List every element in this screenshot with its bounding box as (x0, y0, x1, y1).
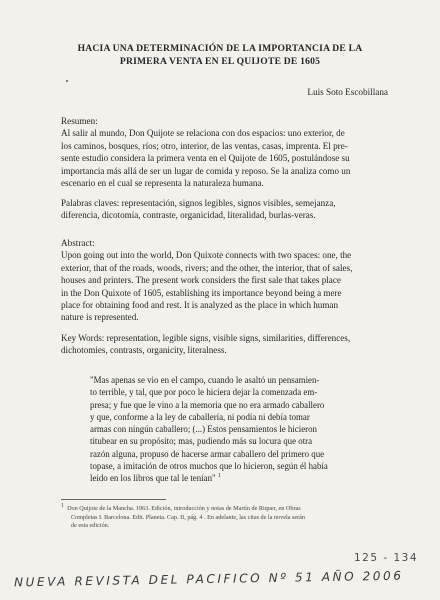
footnote-separator (61, 499, 166, 500)
resumen-line: sente estudio considera la primera venta en el Quijote de 1605, postulándose su (61, 153, 350, 164)
footnote-line: Completas I. Barcelona. Edit. Planeta. Cap. II, pág. 4 . En adelante, las citas de la novela serán (71, 513, 306, 521)
quote-line: titubear en su propósito; mas, pudiendo más su locura que otra (90, 436, 313, 447)
keywords-line: Key Words: representation, legible signs, visible signs, similarities, differences, (61, 333, 351, 343)
resumen-line: Al salir al mundo, Don Quijote se relaciona con dos espacios: uno exterior, de (61, 128, 345, 139)
resumen-line: los caminos, bosques, ríos; otro, interior, de las ventas, casas, imprenta. El pre- (61, 140, 348, 151)
author-name: Luis Soto Escobillana (307, 87, 388, 97)
block-quote (90, 374, 390, 485)
abstract-line: Upon going out into the world, Don Quixote connects with two spaces: one, the (61, 250, 352, 261)
palabras-claves-line: diferencia, dicotomía, contraste, organicidad, literalidad, burlas-veras. (61, 210, 316, 221)
footnote-text: Don Quijote de la Mancha. 1963. Edición, introducción y notas de Martín de Riquer, en Obras (67, 505, 301, 512)
quote-line: razón alguna, propuso de hacerse armar caballero del primero que (90, 448, 325, 459)
footnote-mark: 1 (61, 502, 64, 509)
resumen-line: escenario en el cual se representa la naturaleza humana. (61, 178, 264, 189)
quote-line (90, 472, 390, 484)
palabras-claves-section (61, 197, 391, 222)
resumen-heading: Resumen: (61, 116, 98, 126)
abstract-line: houses and printers. The present work considers the first sale that takes place (61, 275, 341, 286)
abstract-line: place for obtaining food and rest. It is analyzed as the place in which human (61, 300, 339, 311)
quote-line: "Mas apenas se vio en el campo, cuando le asaltó un pensamien- (90, 375, 320, 385)
resumen-line: importancia más allá de ser un lugar de comida y reposo. Se la analiza como un (61, 165, 351, 176)
footnote (61, 502, 391, 531)
abstract-section (61, 237, 391, 324)
title-line-1: HACIA UNA DETERMINACIÓN DE LA IMPORTANCIA DE LA (77, 43, 363, 54)
quote-line: presa; y fue que le vino a la memoria que no era armado caballero (90, 399, 325, 410)
abstract-line: exterior, that of the roads, woods, rivers; and the other, the interior, that of sales, (61, 262, 353, 273)
keywords-section (61, 332, 391, 357)
footnote-line: de esta edición. (71, 522, 110, 530)
handwritten-source-note: NUEVA REVISTA DEL PACIFICO Nº 51 AÑO 2006 (13, 568, 404, 590)
footnote-line (61, 502, 391, 514)
abstract-heading: Abstract: (61, 238, 95, 248)
resumen-section (61, 115, 391, 189)
footnote-reference[interactable]: 1 (217, 473, 221, 480)
quote-line: topase, a imitación de otros muchos que lo hicieron, según él había (90, 461, 328, 472)
article-title (40, 42, 400, 68)
scan-speck (66, 80, 68, 82)
keywords-line: dichotomies, contrasts, organicity, literalness. (61, 345, 227, 356)
abstract-line: in the Don Quixote of 1605, establishing its importance beyond being a mere (61, 287, 342, 298)
page-range: 125 - 134 (353, 552, 418, 564)
quote-line: y que, conforme a la ley de caballería, ni podía ni debía tomar (90, 411, 310, 422)
title-line-2: PRIMERA VENTA EN EL QUIJOTE DE 1605 (119, 56, 321, 67)
abstract-line: nature is represented. (61, 312, 139, 323)
quote-line: to terrible, y tal, que por poco le hiciera dejar la comenzada em- (90, 387, 318, 398)
palabras-claves-line: Palabras claves: representación, signos legibles, signos visibles, semejanza, (61, 198, 336, 208)
quote-last-text: leído en los libros que tal le tenían" (90, 473, 216, 484)
quote-line: armas con ningún caballero; (...) Estos pensamientos le hicieron (90, 424, 317, 435)
